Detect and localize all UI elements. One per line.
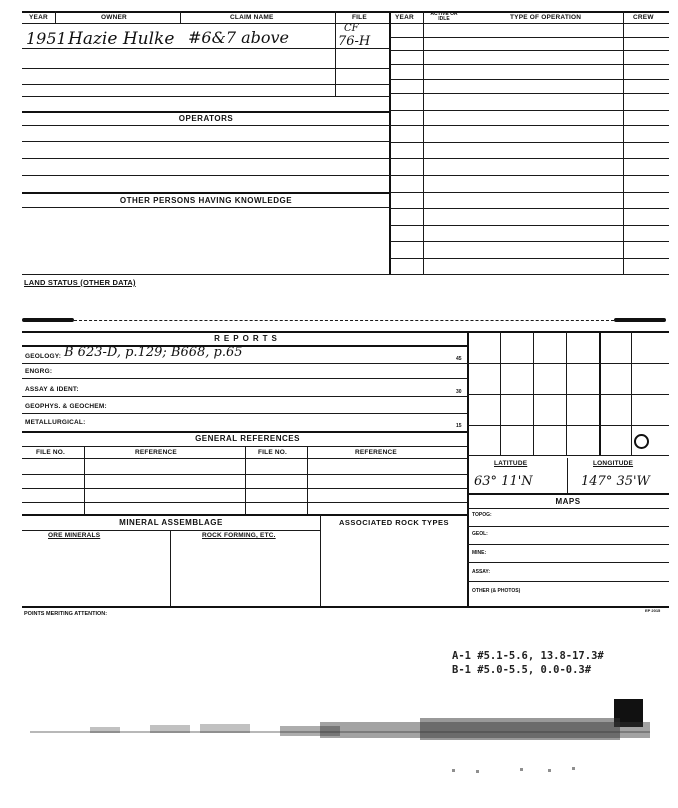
points-meriting-label: POINTS MERITING ATTENTION:: [24, 611, 108, 617]
geology-label: GEOLOGY:: [25, 353, 62, 360]
header-owner: OWNER: [101, 14, 127, 21]
report-scale-45: 45: [456, 356, 462, 362]
other-persons-title: OTHER PERSONS HAVING KNOWLEDGE: [119, 196, 293, 205]
header-file: FILE: [352, 14, 367, 21]
maps-topog-label: TOPOG:: [472, 512, 492, 518]
row-claim-name: #6&7 above: [188, 28, 290, 47]
reports-title: REPORTS: [214, 334, 281, 343]
typed-note-a1: A-1 #5.1-5.6, 13.8-17.3#: [452, 650, 604, 662]
row-file-number: 76-H: [338, 34, 371, 49]
row-year: 1951: [26, 29, 67, 48]
maps-assay-label: ASSAY:: [472, 569, 491, 575]
metallurgical-label: METALLURGICAL:: [25, 419, 86, 426]
form-code: EP 2015: [645, 608, 661, 613]
header-crew: CREW: [633, 14, 654, 21]
location-circle-icon: [634, 434, 649, 449]
header-claim-name: CLAIM NAME: [230, 14, 274, 21]
header-active-idle: ACTIVE OR IDLE: [430, 11, 458, 22]
ref-file-no-2: FILE NO.: [258, 449, 288, 456]
maps-title: MAPS: [555, 497, 581, 506]
ref-file-no-1: FILE NO.: [36, 449, 66, 456]
report-scale-30: 30: [456, 389, 462, 395]
row-file-top: CF: [344, 23, 359, 34]
longitude-value: 147° 35'W: [581, 474, 650, 489]
typed-note-b1: B-1 #5.0-5.5, 0.0-0.3#: [452, 664, 592, 676]
report-scale-15: 15: [456, 423, 462, 429]
mineral-assemblage-title: MINERAL ASSEMBLAGE: [119, 518, 223, 527]
longitude-label: LONGITUDE: [593, 460, 634, 467]
ref-reference-1: REFERENCE: [135, 449, 177, 456]
latitude-label: LATITUDE: [494, 460, 528, 467]
engrg-label: ENGRG:: [25, 368, 53, 375]
assay-ident-label: ASSAY & IDENT:: [25, 386, 79, 393]
latitude-value: 63° 11'N: [474, 474, 533, 489]
header-year-2: YEAR: [395, 14, 414, 21]
ref-reference-2: REFERENCE: [355, 449, 397, 456]
header-type-operation: TYPE OF OPERATION: [510, 14, 582, 21]
header-year: YEAR: [29, 14, 48, 21]
rock-forming-label: ROCK FORMING, ETC.: [202, 532, 276, 539]
geophys-geochem-label: GEOPHYS. & GEOCHEM:: [25, 403, 107, 410]
maps-geol-label: GEOL:: [472, 531, 488, 537]
land-status-label: LAND STATUS (OTHER DATA): [24, 278, 136, 287]
general-references-title: GENERAL REFERENCES: [195, 434, 300, 443]
maps-mine-label: MINE:: [472, 550, 487, 556]
maps-other-photos-label: OTHER (& PHOTOS): [472, 588, 521, 594]
row-owner: Hazie Hulke: [68, 29, 175, 49]
ore-minerals-label: ORE MINERALS: [48, 532, 101, 539]
associated-rock-types-label: ASSOCIATED ROCK TYPES: [339, 518, 449, 527]
operators-title: OPERATORS: [178, 114, 234, 123]
geology-value: B 623-D, p.129; B668, p.65: [64, 345, 243, 360]
